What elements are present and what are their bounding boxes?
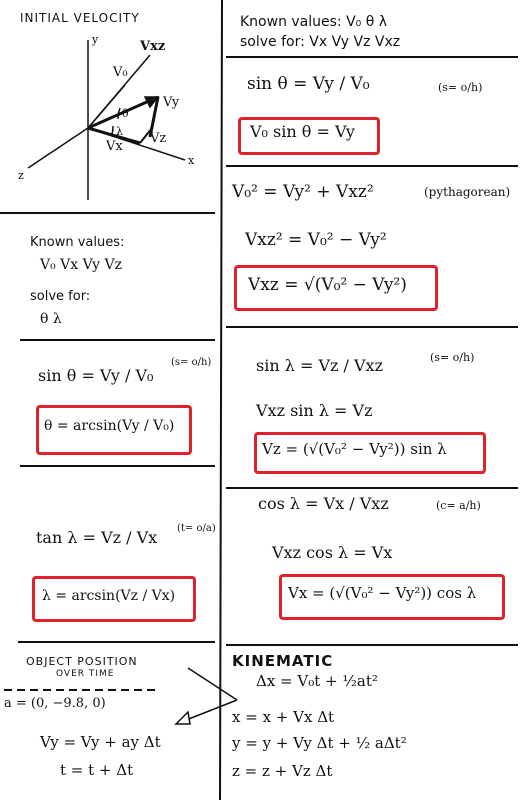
sin-lambda-step: Vxz sin λ = Vz — [256, 401, 373, 420]
pythag-result: Vxz = √(V₀² − Vy²) — [248, 275, 407, 295]
kinematic-line-z: z = z + Vz Δt — [232, 762, 333, 780]
pythag-hint: (pythagorean) — [424, 185, 511, 199]
lambda-arc — [112, 126, 113, 134]
theta-block-equation: sin θ = Vy / V₀ — [38, 366, 154, 385]
object-position-title: OBJECT POSITION — [26, 655, 138, 668]
cos-lambda-hint: (c= a/h) — [436, 499, 481, 512]
tan-lambda-equation: tan λ = Vz / Vx — [36, 528, 158, 547]
v0-ray — [88, 85, 125, 128]
v0-label: V₀ — [113, 65, 128, 80]
object-position-subtitle: OVER TIME — [56, 669, 115, 679]
tan-lambda-hint: (t= o/a) — [177, 523, 216, 534]
pointer-arrow-1 — [188, 668, 237, 700]
z-axis-label: z — [18, 169, 24, 182]
axes-diagram — [28, 40, 185, 200]
theta-block-hint: (s= o/h) — [171, 357, 212, 368]
sin-theta-result: V₀ sin θ = Vy — [250, 122, 355, 141]
cos-lambda-step: Vxz cos λ = Vx — [272, 543, 393, 562]
pythag-equation: V₀² = Vy² + Vxz² — [232, 182, 374, 202]
left-solve-values: θ λ — [40, 311, 62, 327]
tan-lambda-result: λ = arcsin(Vz / Vx) — [42, 588, 176, 604]
cos-lambda-equation: cos λ = Vx / Vxz — [258, 494, 389, 513]
theta-label: θ — [122, 107, 129, 120]
z-axis-line — [28, 128, 88, 168]
sin-theta-equation: sin θ = Vy / V₀ — [247, 74, 370, 94]
vy-label: Vy — [163, 95, 180, 110]
x-axis-label: x — [188, 154, 195, 167]
vz-label: Vz — [150, 131, 167, 146]
right-solve-line: solve for: Vx Vy Vz Vxz — [240, 34, 401, 50]
sin-lambda-result: Vz = (√(V₀² − Vy²)) sin λ — [262, 440, 447, 458]
left-known-values: V₀ Vx Vy Vz — [40, 257, 123, 273]
left-solve-title: solve for: — [30, 289, 91, 304]
kinematic-line-y: y = y + Vy Δt + ½ aΔt² — [232, 734, 407, 752]
vertical-divider — [220, 0, 222, 800]
y-axis-label: y — [92, 33, 99, 46]
sin-lambda-equation: sin λ = Vz / Vxz — [256, 356, 383, 375]
pointer-arrowhead — [176, 712, 190, 724]
sin-theta-hint: (s= o/h) — [438, 81, 483, 94]
kinematic-title: KINEMATIC — [232, 652, 334, 670]
lambda-label: λ — [116, 125, 123, 138]
kinematic-formula: Δx = V₀t + ½at² — [256, 672, 378, 690]
pointer-arrows — [176, 668, 237, 724]
kinematic-line-x: x = x + Vx Δt — [232, 708, 335, 726]
vxz-label: Vxz — [140, 39, 166, 54]
cos-lambda-result: Vx = (√(V₀² − Vy²)) cos λ — [288, 584, 477, 602]
vx-label: Vx — [106, 139, 123, 154]
object-position-line-1: Vy = Vy + ay Δt — [40, 733, 161, 751]
object-position-line-2: t = t + Δt — [60, 761, 134, 779]
sin-lambda-hint: (s= o/h) — [430, 351, 475, 364]
pythag-step: Vxz² = V₀² − Vy² — [245, 230, 387, 250]
gravity-accel: a = (0, −9.8, 0) — [4, 696, 106, 711]
diagram-title: INITIAL VELOCITY — [20, 11, 140, 25]
theta-block-result: θ = arcsin(Vy / V₀) — [44, 418, 175, 434]
left-known-title: Known values: — [30, 235, 125, 250]
right-known-line: Known values: V₀ θ λ — [240, 14, 388, 30]
